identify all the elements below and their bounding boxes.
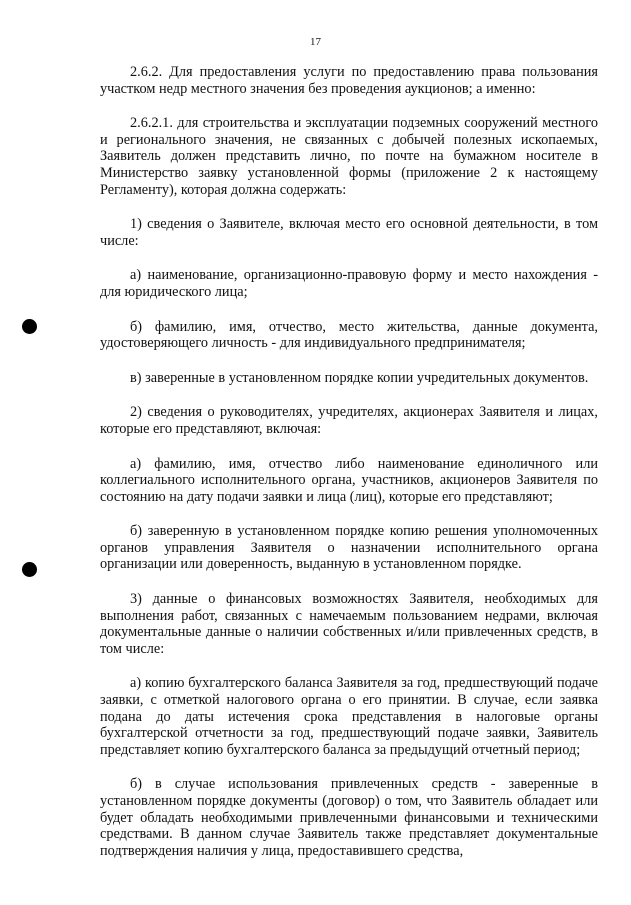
paragraph-2-6-2: 2.6.2. Для предоставления услуги по предоставлению права пользования участком недр местного значения без проведения аукционов; а именно: <box>100 64 598 97</box>
paragraph-item-2b: б) заверенную в установленном порядке копию решения уполномоченных органов управления Заявителя о назначении исполнительного органа организации или доверенность, выданную в установленном порядке. <box>100 523 598 573</box>
punch-hole-mark <box>22 319 37 334</box>
paragraph-2-6-2-1: 2.6.2.1. для строительства и эксплуатации подземных сооружений местного и регионального значения, не связанных с добычей полезных ископаемых, Заявитель должен представить лично, по почте на бумажном носителе в Министерство заявку установленной формы (приложение 2 к настоящему Регламенту), которая должна содержать: <box>100 115 598 198</box>
paragraph-item-3: 3) данные о финансовых возможностях Заявителя, необходимых для выполнения работ, связанных с намечаемым пользованием недрами, включая документальные данные о наличии собственных и/или привлеченных средств, в том числе: <box>100 591 598 657</box>
punch-hole-mark <box>22 562 37 577</box>
paragraph-item-1b: б) фамилию, имя, отчество, место жительства, данные документа, удостоверяющего личность - для индивидуального предпринимателя; <box>100 318 598 352</box>
paragraph-item-1v: в) заверенные в установленном порядке копии учредительных документов. <box>130 369 589 386</box>
paragraph-item-2a: а) фамилию, имя, отчество либо наименование единоличного или коллегиального исполнительного органа, участников, акционеров Заявителя по состоянию на дату подачи заявки и лица (лиц), которые его представляют; <box>100 455 598 505</box>
document-body <box>100 64 598 877</box>
page-number: 17 <box>310 36 321 48</box>
paragraph-item-1: 1) сведения о Заявителе, включая место его основной деятельности, в том числе: <box>100 216 598 249</box>
paragraph-item-3a: а) копию бухгалтерского баланса Заявителя за год, предшествующий подаче заявки, с отметкой налогового органа о его принятии. В случае, если заявка подана до даты истечения срока представления в налоговые органы бухгалтерской отчетности за год, предшествующий подаче заявки, Заявитель представляет копию бухгалтерского баланса за предыдущий отчетный период; <box>100 675 598 758</box>
paragraph-item-1a: а) наименование, организационно-правовую форму и место нахождения - для юридического лица; <box>100 267 598 300</box>
paragraph-item-3b: б) в случае использования привлеченных средств - заверенные в установленном порядке документы (договор) о том, что Заявитель обладает или будет обладать необходимыми привлеченными финансовыми и техническими средствами. В данном случае Заявитель также представляет документальные подтверждения наличия у лица, предоставившего средства, <box>100 776 598 859</box>
paragraph-item-2: 2) сведения о руководителях, учредителях, акционерах Заявителя и лицах, которые его представляют, включая: <box>100 404 598 437</box>
